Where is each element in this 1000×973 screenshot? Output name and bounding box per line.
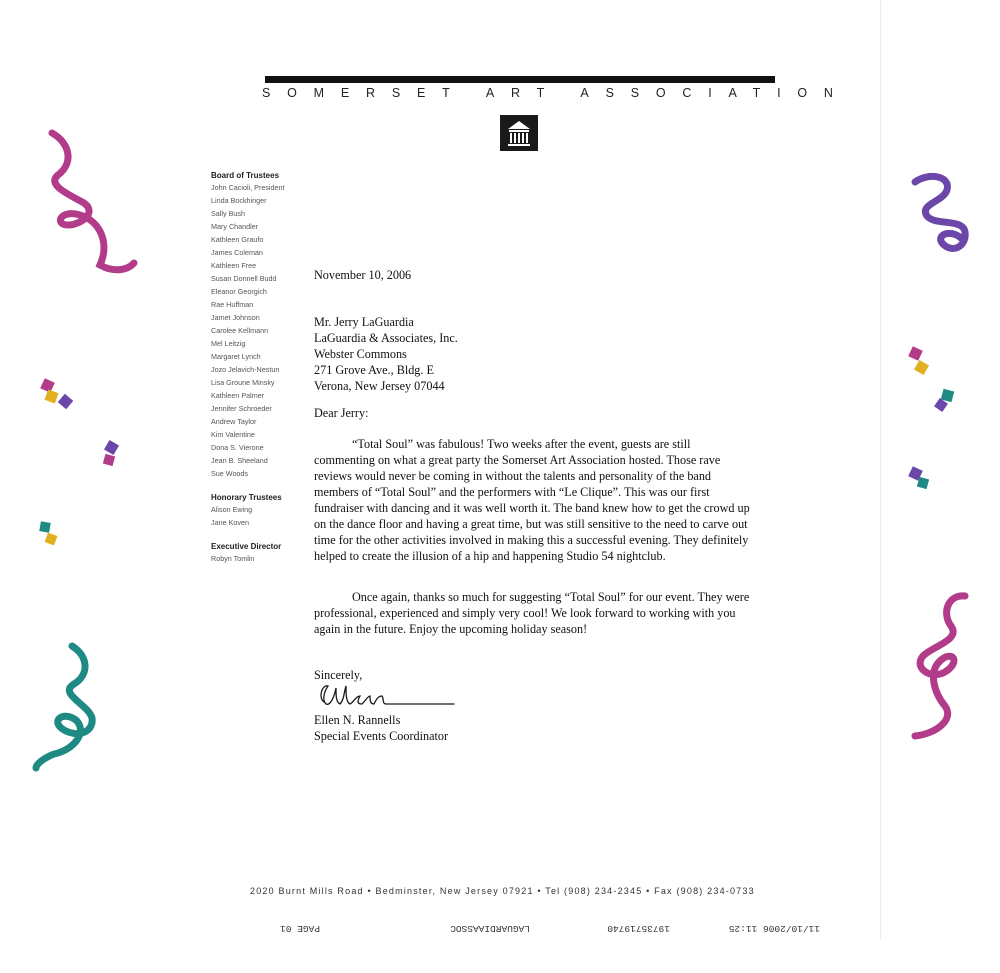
address-line: Verona, New Jersey 07044 xyxy=(314,379,445,393)
trustee-name: Sue Woods xyxy=(211,469,249,478)
trustee-name: Kathleen Graufo xyxy=(211,235,264,244)
trustee-name: Margaret Lynch xyxy=(211,352,261,361)
fax-datetime: 11/10/2006 11:25 xyxy=(728,923,820,934)
letter-date: November 10, 2006 xyxy=(314,268,412,282)
trustee-name: Jennifer Schroeder xyxy=(211,404,272,413)
trustee-name: Carolee Kellmann xyxy=(211,326,269,335)
signer-name: Ellen N. Rannells xyxy=(314,713,401,727)
address-line: LaGuardia & Associates, Inc. xyxy=(314,331,458,345)
trustee-name: Jozo Jelavich-Nestun xyxy=(211,365,280,374)
closing: Sincerely, xyxy=(314,668,363,682)
signer-block xyxy=(314,712,448,744)
body-paragraph-2: Once again, thanks so much for suggesting “Total Soul” for our event. They were professional, experienced and simply very cool! We look forward to working with you again in the future. Enjoy the upcoming holiday season! xyxy=(314,590,750,636)
honorary-trustee: Jane Koven xyxy=(211,518,249,527)
recipient-address xyxy=(314,314,458,394)
trustee-name: Mel Leitzig xyxy=(211,339,246,348)
address-line: Mr. Jerry LaGuardia xyxy=(314,315,414,329)
trustee-name: Lisa Groune Minsky xyxy=(211,378,275,387)
organization-name: SOMERSET ART ASSOCIATION xyxy=(262,86,850,100)
confetti-left-5 xyxy=(103,454,115,466)
honorary-trustee: Alison Ewing xyxy=(211,505,253,514)
letterhead-bar xyxy=(265,76,775,83)
trustee-names xyxy=(211,181,311,480)
fax-sender: LAGUARDIAASSOC xyxy=(450,923,530,934)
building-logo-icon xyxy=(500,115,538,151)
fax-header-inverted xyxy=(240,920,820,934)
fax-page: PAGE 01 xyxy=(280,923,320,934)
magenta-streamer-icon xyxy=(40,125,140,280)
teal-streamer-icon xyxy=(28,640,108,775)
signer-title: Special Events Coordinator xyxy=(314,729,449,743)
trustee-name: Jamet Johnson xyxy=(211,313,260,322)
scan-edge-line xyxy=(880,0,881,940)
trustee-name: Dona S. Vierone xyxy=(211,443,264,452)
trustee-name: Rae Huffman xyxy=(211,300,254,309)
salutation: Dear Jerry: xyxy=(314,406,369,420)
confetti-left-7 xyxy=(45,533,58,546)
trustee-name: James Coleman xyxy=(211,248,263,257)
trustees-heading: Board of Trustees xyxy=(211,171,280,180)
trustee-name: Kim Valentine xyxy=(211,430,255,439)
confetti-left-3 xyxy=(58,394,73,409)
handwritten-signature xyxy=(314,678,464,716)
trustee-name: John Cacioli, President xyxy=(211,183,285,192)
address-line: Webster Commons xyxy=(314,347,407,361)
confetti-left-2 xyxy=(44,389,58,403)
trustee-name: Mary Chandler xyxy=(211,222,259,231)
confetti-left-6 xyxy=(39,521,51,533)
footer-address: 2020 Burnt Mills Road • Bedminster, New Jersey 07921 • Tel (908) 234-2345 • Fax (908) 234-0733 xyxy=(250,886,755,896)
confetti-left-4 xyxy=(104,440,119,455)
magenta-streamer-right-icon xyxy=(905,590,980,750)
trustee-name: Sally Bush xyxy=(211,209,245,218)
fax-number: 19735719740 xyxy=(607,923,670,934)
director-heading: Executive Director xyxy=(211,542,282,551)
honorary-heading: Honorary Trustees xyxy=(211,493,282,502)
trustee-name: Susan Donnell Budd xyxy=(211,274,277,283)
director-name: Robyn Tomlin xyxy=(211,554,255,563)
board-list xyxy=(211,170,311,565)
purple-streamer-icon xyxy=(905,168,975,258)
trustee-name: Kathleen Palmer xyxy=(211,391,265,400)
trustee-name: Eleanor Georgich xyxy=(211,287,267,296)
trustee-name: Jean B. Sheeland xyxy=(211,456,268,465)
trustee-name: Linda Bockhinger xyxy=(211,196,267,205)
confetti-right-6 xyxy=(917,477,929,489)
address-line: 271 Grove Ave., Bldg. E xyxy=(314,363,434,377)
confetti-right-1 xyxy=(908,346,923,361)
trustee-name: Andrew Taylor xyxy=(211,417,257,426)
body-paragraph-1: “Total Soul” was fabulous! Two weeks after the event, guests are still commenting on what a great party the Somerset Art Association hosted. Those rave reviews would never be coming in without the talents and personality of the band members of “Total Soul” and the performers with “Le Clique”. This was our first fundraiser with dancing and it was well worth it. The band knew how to get the crowd up on the dance floor and having a great time, but was still sensitive to the need to carve out time for the other activities involved in making this a successful evening. They definitely helped to create the illusion of a hip and happening Studio 54 nightclub. xyxy=(314,437,750,563)
trustee-name: Kathleen Free xyxy=(211,261,257,270)
confetti-right-2 xyxy=(914,360,929,375)
